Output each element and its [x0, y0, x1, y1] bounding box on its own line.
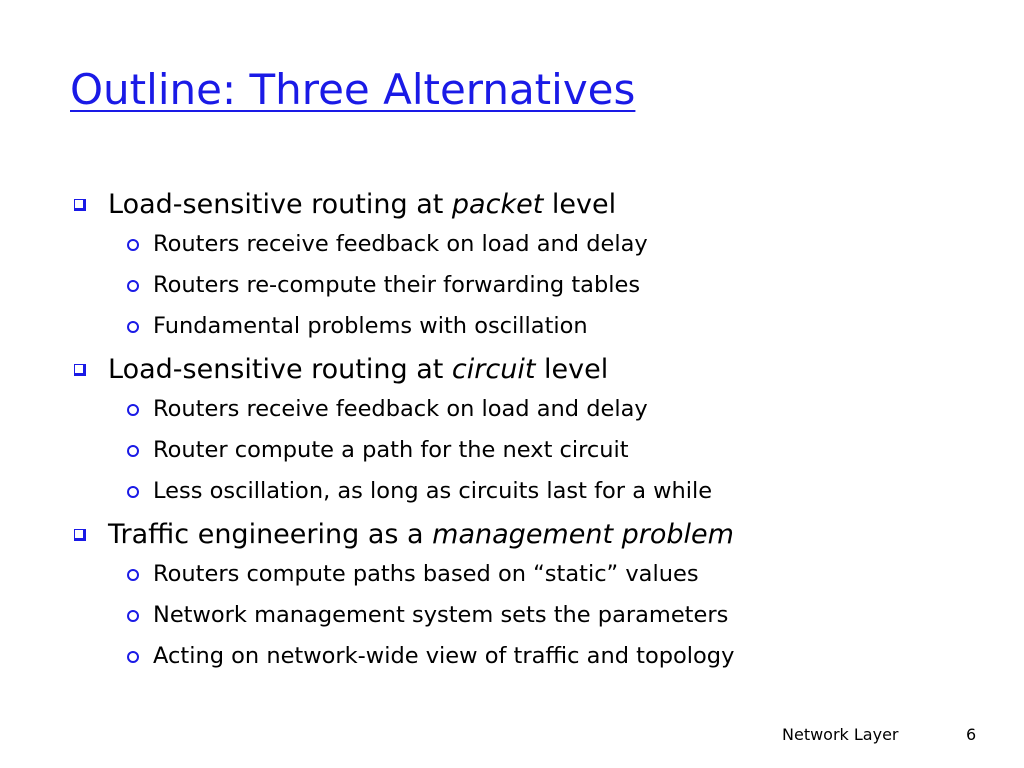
sub-bullet-item	[72, 554, 1002, 595]
sub-bullet-text: Routers compute paths based on “static” values	[153, 561, 699, 587]
page-number: 6	[966, 725, 977, 744]
bullet-item	[72, 186, 1002, 224]
bullet-group	[72, 351, 1002, 512]
bullet-group	[72, 516, 1002, 677]
sub-bullet-item	[72, 224, 1002, 265]
sub-bullet-item	[72, 389, 1002, 430]
bullet-item	[72, 516, 1002, 554]
sub-bullet-text: Routers receive feedback on load and delay	[153, 231, 648, 257]
sub-bullet-text: Fundamental problems with oscillation	[153, 313, 588, 339]
ring-bullet-icon	[127, 239, 139, 251]
square-bullet-icon	[74, 199, 86, 211]
bullet-emphasis: circuit	[451, 354, 536, 385]
ring-bullet-icon	[127, 280, 139, 292]
bullet-text: Load-sensitive routing at	[108, 354, 452, 385]
sub-bullet-item	[72, 265, 1002, 306]
slide-title: Outline: Three Alternatives	[70, 65, 636, 114]
bullet-emphasis: management problem	[432, 519, 734, 550]
sub-bullet-item	[72, 595, 1002, 636]
sub-bullet-item	[72, 430, 1002, 471]
ring-bullet-icon	[127, 651, 139, 663]
ring-bullet-icon	[127, 321, 139, 333]
sub-bullet-item	[72, 636, 1002, 677]
bullet-text-suffix: level	[535, 354, 609, 385]
outline-list	[72, 186, 1002, 680]
sub-bullet-text: Router compute a path for the next circuit	[153, 437, 629, 463]
bullet-text: Load-sensitive routing at	[108, 189, 452, 220]
sub-bullet-item	[72, 306, 1002, 347]
ring-bullet-icon	[127, 610, 139, 622]
bullet-text: Traffic engineering as a	[108, 519, 433, 550]
bullet-text-suffix: level	[543, 189, 617, 220]
sub-bullet-text: Routers receive feedback on load and delay	[153, 396, 648, 422]
ring-bullet-icon	[127, 569, 139, 581]
ring-bullet-icon	[127, 404, 139, 416]
footer-label: Network Layer	[782, 725, 899, 744]
bullet-item	[72, 351, 1002, 389]
sub-bullet-text: Routers re-compute their forwarding tables	[153, 272, 641, 298]
sub-bullet-item	[72, 471, 1002, 512]
ring-bullet-icon	[127, 445, 139, 457]
sub-bullet-text: Network management system sets the parameters	[153, 602, 729, 628]
sub-bullet-text: Acting on network-wide view of traffic and topology	[153, 643, 735, 669]
ring-bullet-icon	[127, 486, 139, 498]
sub-bullet-text: Less oscillation, as long as circuits last for a while	[153, 478, 713, 504]
bullet-emphasis: packet	[451, 189, 544, 220]
square-bullet-icon	[74, 529, 86, 541]
square-bullet-icon	[74, 364, 86, 376]
bullet-group	[72, 186, 1002, 347]
